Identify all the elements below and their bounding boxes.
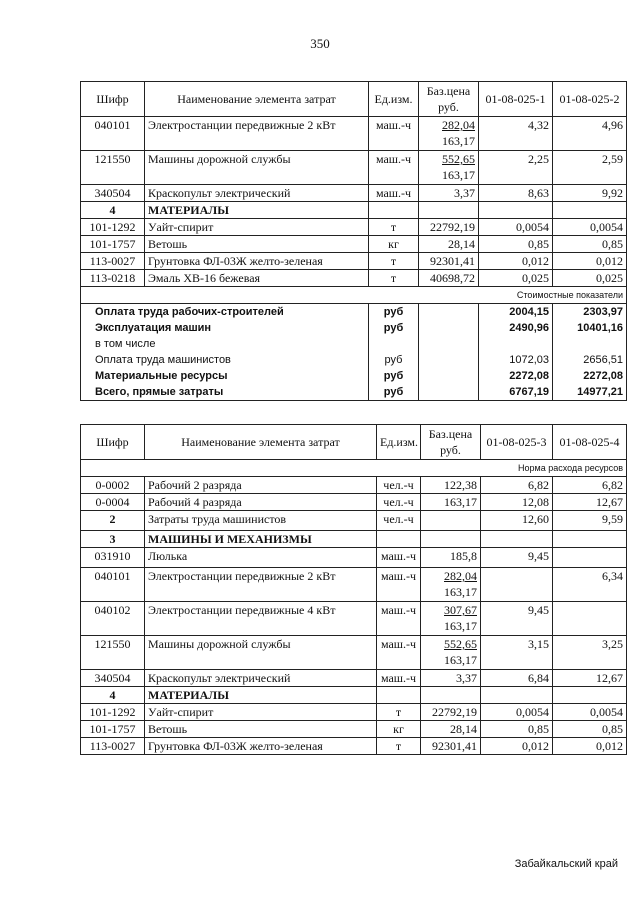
price-secondary: 163,17	[444, 619, 477, 633]
cell-name: Машины дорожной службы	[145, 151, 369, 185]
section-title: МАТЕРИАЛЫ	[145, 202, 369, 219]
cell-unit: маш.-ч	[377, 548, 421, 568]
cell-price: 3,37	[421, 670, 481, 687]
cell-unit: маш.-ч	[369, 151, 419, 185]
summary-row	[81, 384, 627, 401]
header-unit: Ед.изм.	[377, 425, 421, 460]
cell-code: 113-0218	[81, 270, 145, 287]
cell-unit: чел.-ч	[377, 477, 421, 494]
cell-name: Затраты труда машинистов	[145, 511, 377, 531]
header-price	[421, 425, 481, 460]
empty-cell	[419, 336, 479, 352]
empty-cell	[419, 304, 479, 321]
cell-unit: т	[377, 738, 421, 755]
cell-code: 101-1757	[81, 721, 145, 738]
cell-name: Грунтовка ФЛ-03Ж желто-зеленая	[145, 738, 377, 755]
cell-value-2: 0,012	[553, 253, 627, 270]
cell-price: 22792,19	[419, 219, 479, 236]
cell-price	[421, 511, 481, 531]
table-row	[81, 511, 627, 531]
empty-cell	[421, 531, 481, 548]
cell-unit: маш.-ч	[369, 117, 419, 151]
cell-price	[421, 636, 481, 670]
summary-value-1: 2490,96	[479, 320, 553, 336]
cell-name: Машины дорожной службы	[145, 636, 377, 670]
cell-unit: маш.-ч	[377, 568, 421, 602]
cell-code: 040101	[81, 117, 145, 151]
cell-name: Электростанции передвижные 2 кВт	[145, 117, 369, 151]
cell-code: 040101	[81, 568, 145, 602]
summary-unit: руб	[369, 384, 419, 401]
cell-value-1: 0,0054	[481, 704, 553, 721]
cell-value-2: 0,025	[553, 270, 627, 287]
cell-code: 031910	[81, 548, 145, 568]
header-name: Наименование элемента затрат	[145, 82, 369, 117]
cell-code: 101-1292	[81, 219, 145, 236]
empty-cell	[479, 202, 553, 219]
summary-unit: руб	[369, 368, 419, 384]
summary-label: Материальные ресурсы	[81, 368, 369, 384]
summary-value-1: 1072,03	[479, 352, 553, 368]
cell-unit: т	[369, 270, 419, 287]
empty-cell	[419, 368, 479, 384]
summary-label: Оплата труда машинистов	[81, 352, 369, 368]
table-row	[81, 738, 627, 755]
section-row	[81, 202, 627, 219]
cell-value-2: 12,67	[553, 670, 627, 687]
table-row	[81, 568, 627, 602]
cell-name: Краскопульт электрический	[145, 185, 369, 202]
norm-note-row	[81, 460, 627, 477]
cell-unit: маш.-ч	[369, 185, 419, 202]
summary-unit: руб	[369, 352, 419, 368]
table-row	[81, 117, 627, 151]
price-secondary: 163,17	[442, 134, 475, 148]
section-title: МАТЕРИАЛЫ	[145, 687, 377, 704]
summary-row	[81, 352, 627, 368]
empty-cell	[419, 352, 479, 368]
cell-price	[421, 602, 481, 636]
cell-price: 3,37	[419, 185, 479, 202]
empty-cell	[369, 202, 419, 219]
cell-code: 2	[81, 511, 145, 531]
cell-value-1: 0,85	[479, 236, 553, 253]
empty-cell	[419, 320, 479, 336]
cell-code: 0-0002	[81, 477, 145, 494]
cell-value-1: 8,63	[479, 185, 553, 202]
table-row	[81, 602, 627, 636]
cell-name: Люлька	[145, 548, 377, 568]
cell-value-1: 0,025	[479, 270, 553, 287]
header-code: Шифр	[81, 425, 145, 460]
cell-value-1: 12,08	[481, 494, 553, 511]
cell-code: 0-0004	[81, 494, 145, 511]
cell-value-1: 9,45	[481, 548, 553, 568]
section-title: МАШИНЫ И МЕХАНИЗМЫ	[145, 531, 377, 548]
table-row	[81, 185, 627, 202]
header-col-3: 01-08-025-3	[481, 425, 553, 460]
empty-cell	[421, 687, 481, 704]
header-price	[419, 82, 479, 117]
section-number: 3	[81, 531, 145, 548]
table-row	[81, 219, 627, 236]
cell-value-2: 3,25	[553, 636, 627, 670]
resource-table-1	[80, 81, 627, 401]
cell-value-2: 2,59	[553, 151, 627, 185]
cell-price: 22792,19	[421, 704, 481, 721]
page-number: 350	[310, 36, 330, 51]
price-secondary: 163,17	[444, 653, 477, 667]
summary-unit: руб	[369, 304, 419, 321]
empty-cell	[377, 531, 421, 548]
header-price-line1: Баз.цена	[426, 84, 471, 98]
cell-unit: чел.-ч	[377, 494, 421, 511]
summary-value-1: 6767,19	[479, 384, 553, 401]
table-row	[81, 151, 627, 185]
cell-value-2: 6,34	[553, 568, 627, 602]
price-value: 307,67	[444, 603, 477, 617]
header-price-line2: руб.	[440, 443, 461, 457]
cell-value-1: 6,82	[481, 477, 553, 494]
table-header-row	[81, 82, 627, 117]
empty-cell	[377, 687, 421, 704]
header-col-1: 01-08-025-1	[479, 82, 553, 117]
summary-label: Эксплуатация машин	[81, 320, 369, 336]
cell-price: 185,8	[421, 548, 481, 568]
empty-cell	[419, 202, 479, 219]
cell-code: 101-1757	[81, 236, 145, 253]
price-value: 282,04	[442, 118, 475, 132]
cell-value-2	[553, 602, 627, 636]
cell-name: Уайт-спирит	[145, 704, 377, 721]
cell-unit: кг	[377, 721, 421, 738]
cell-value-1: 2,25	[479, 151, 553, 185]
summary-group	[81, 304, 627, 401]
cell-price: 122,38	[421, 477, 481, 494]
cell-price	[419, 151, 479, 185]
cell-value-2	[553, 548, 627, 568]
cell-code: 340504	[81, 670, 145, 687]
summary-row	[81, 368, 627, 384]
cell-unit: чел.-ч	[377, 511, 421, 531]
summary-unit	[369, 336, 419, 352]
summary-value-1: 2272,08	[479, 368, 553, 384]
price-value: 552,65	[444, 637, 477, 651]
cell-code: 101-1292	[81, 704, 145, 721]
summary-row	[81, 336, 627, 352]
resource-table-2	[80, 424, 627, 755]
cell-code: 113-0027	[81, 738, 145, 755]
cost-note-row	[81, 287, 627, 304]
summary-unit: руб	[369, 320, 419, 336]
price-value: 552,65	[442, 152, 475, 166]
cell-price	[421, 568, 481, 602]
cell-price: 28,14	[421, 721, 481, 738]
header-col-2: 01-08-025-2	[553, 82, 627, 117]
cell-value-1: 0,012	[481, 738, 553, 755]
header-price-line2: руб.	[438, 100, 459, 114]
cell-name: Ветошь	[145, 236, 369, 253]
cell-price: 92301,41	[419, 253, 479, 270]
cell-value-1: 9,45	[481, 602, 553, 636]
section-row	[81, 687, 627, 704]
cell-code: 340504	[81, 185, 145, 202]
table-row	[81, 236, 627, 253]
cell-name: Грунтовка ФЛ-03Ж желто-зеленая	[145, 253, 369, 270]
cell-value-1: 4,32	[479, 117, 553, 151]
cell-price: 28,14	[419, 236, 479, 253]
cell-code: 121550	[81, 636, 145, 670]
header-name: Наименование элемента затрат	[145, 425, 377, 460]
cell-name: Эмаль ХВ-16 бежевая	[145, 270, 369, 287]
summary-label: Оплата труда рабочих-строителей	[81, 304, 369, 321]
cell-name: Уайт-спирит	[145, 219, 369, 236]
table-row	[81, 636, 627, 670]
header-unit: Ед.изм.	[369, 82, 419, 117]
cell-code: 113-0027	[81, 253, 145, 270]
machines-group	[81, 117, 627, 202]
empty-cell	[553, 687, 627, 704]
empty-cell	[481, 531, 553, 548]
cell-unit: т	[377, 704, 421, 721]
cell-value-1: 3,15	[481, 636, 553, 670]
cost-indicators-note: Стоимостные показатели	[81, 287, 627, 304]
summary-label: Всего, прямые затраты	[81, 384, 369, 401]
summary-value-2: 2656,51	[553, 352, 627, 368]
price-secondary: 163,17	[442, 168, 475, 182]
cell-price	[419, 117, 479, 151]
cell-code: 040102	[81, 602, 145, 636]
table-row	[81, 670, 627, 687]
cell-name: Электростанции передвижные 4 кВт	[145, 602, 377, 636]
header-price-line1: Баз.цена	[428, 427, 473, 441]
cell-code: 121550	[81, 151, 145, 185]
cell-value-2: 9,92	[553, 185, 627, 202]
price-value: 282,04	[444, 569, 477, 583]
cell-value-2: 0,0054	[553, 219, 627, 236]
cell-value-1: 0,85	[481, 721, 553, 738]
section-number: 4	[81, 687, 145, 704]
cell-value-2: 0,85	[553, 236, 627, 253]
cell-unit: т	[369, 253, 419, 270]
table-header-row	[81, 425, 627, 460]
empty-cell	[481, 687, 553, 704]
table-row	[81, 721, 627, 738]
cell-price: 163,17	[421, 494, 481, 511]
summary-value-2	[553, 336, 627, 352]
summary-row	[81, 320, 627, 336]
cell-unit: кг	[369, 236, 419, 253]
cell-value-1: 0,012	[479, 253, 553, 270]
cell-value-2: 0,85	[553, 721, 627, 738]
cell-value-2: 0,0054	[553, 704, 627, 721]
cell-value-1	[481, 568, 553, 602]
cell-name: Рабочий 4 разряда	[145, 494, 377, 511]
cell-unit: маш.-ч	[377, 602, 421, 636]
table-row	[81, 270, 627, 287]
table-row	[81, 494, 627, 511]
cell-unit: т	[369, 219, 419, 236]
header-code: Шифр	[81, 82, 145, 117]
cell-name: Ветошь	[145, 721, 377, 738]
region-footer: Забайкальский край	[514, 858, 618, 870]
cell-value-2: 9,59	[553, 511, 627, 531]
cell-name: Рабочий 2 разряда	[145, 477, 377, 494]
cell-price: 40698,72	[419, 270, 479, 287]
summary-value-1	[479, 336, 553, 352]
cell-value-1: 0,0054	[479, 219, 553, 236]
resource-norm-note: Норма расхода ресурсов	[81, 460, 627, 477]
table-row	[81, 477, 627, 494]
cell-name: Краскопульт электрический	[145, 670, 377, 687]
cell-value-2: 0,012	[553, 738, 627, 755]
cell-value-2: 4,96	[553, 117, 627, 151]
summary-value-2: 2303,97	[553, 304, 627, 321]
summary-label: в том числе	[81, 336, 369, 352]
cell-value-1: 12,60	[481, 511, 553, 531]
table-row	[81, 253, 627, 270]
header-col-4: 01-08-025-4	[553, 425, 627, 460]
empty-cell	[553, 202, 627, 219]
cell-name: Электростанции передвижные 2 кВт	[145, 568, 377, 602]
section-row	[81, 531, 627, 548]
cell-price: 92301,41	[421, 738, 481, 755]
cell-value-1: 6,84	[481, 670, 553, 687]
summary-row	[81, 304, 627, 321]
price-secondary: 163,17	[444, 585, 477, 599]
table-row	[81, 704, 627, 721]
summary-value-1: 2004,15	[479, 304, 553, 321]
empty-cell	[553, 531, 627, 548]
section-number: 4	[81, 202, 145, 219]
cell-value-2: 6,82	[553, 477, 627, 494]
summary-value-2: 10401,16	[553, 320, 627, 336]
summary-value-2: 2272,08	[553, 368, 627, 384]
table-row	[81, 548, 627, 568]
cell-unit: маш.-ч	[377, 670, 421, 687]
cell-unit: маш.-ч	[377, 636, 421, 670]
empty-cell	[419, 384, 479, 401]
summary-value-2: 14977,21	[553, 384, 627, 401]
cell-value-2: 12,67	[553, 494, 627, 511]
